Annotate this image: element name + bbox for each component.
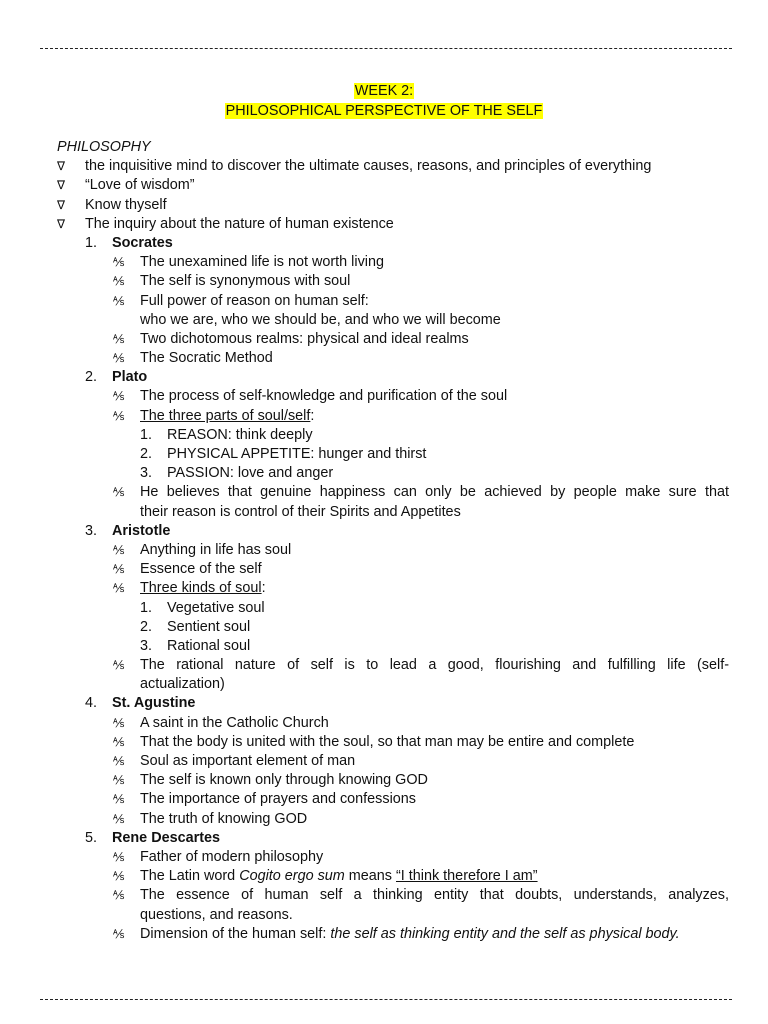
underlined-term: Three kinds of soul — [140, 580, 262, 597]
arrow-bullet-icon: ⅍ — [113, 926, 125, 941]
arrow-bullet-icon: ⅍ — [113, 888, 125, 903]
text-run: The Latin word — [140, 868, 240, 885]
arrow-bullet-icon: ⅍ — [113, 792, 125, 807]
philosopher-number: 1. — [85, 234, 98, 251]
numbered-marker: 1. — [140, 426, 153, 443]
list-item: The self is synonymous with soul — [140, 273, 351, 290]
numbered-item: Rational soul — [167, 637, 251, 654]
bullet-icon: ∇ — [57, 178, 66, 193]
list-item: The truth of knowing GOD — [140, 810, 308, 827]
philosopher-name: Aristotle — [112, 522, 171, 539]
philosopher-name: Plato — [112, 369, 148, 386]
list-item — [140, 579, 266, 598]
document-header — [0, 82, 768, 121]
philosopher-number: 3. — [85, 522, 98, 539]
list-item-continuation: their reason is control of their Spirits and Appetites — [140, 503, 461, 520]
arrow-bullet-icon: ⅍ — [113, 542, 125, 557]
philosopher-name: Rene Descartes — [112, 829, 220, 846]
document-title: PHILOSOPHICAL PERSPECTIVE OF THE SELF — [225, 102, 543, 119]
text-run: means — [344, 868, 396, 885]
arrow-bullet-icon: ⅍ — [113, 849, 125, 864]
bullet-icon: ∇ — [57, 159, 66, 174]
page-top-divider — [40, 48, 732, 49]
list-item: the inquisitive mind to discover the ultimate causes, reasons, and principles of everything — [85, 158, 652, 175]
arrow-bullet-icon: ⅍ — [113, 715, 125, 730]
punctuation: : — [261, 580, 266, 597]
arrow-bullet-icon: ⅍ — [113, 658, 125, 673]
list-item: The rational nature of self is to lead a good, flourishing and fulfilling life (self- — [140, 657, 729, 674]
philosopher-number: 5. — [85, 829, 98, 846]
numbered-marker: 2. — [140, 446, 153, 462]
arrow-bullet-icon: ⅍ — [113, 811, 125, 826]
latin-phrase: Cogito ergo sum — [239, 868, 345, 885]
list-item: Essence of the self — [140, 561, 262, 578]
quote: “I think therefore I am” — [396, 868, 538, 885]
arrow-bullet-icon: ⅍ — [113, 869, 125, 884]
arrow-bullet-icon: ⅍ — [113, 562, 125, 577]
philosopher-number: 4. — [85, 695, 98, 712]
italic-phrase: the self as thinking entity and the self as physical body. — [330, 925, 680, 942]
list-item: Soul as important element of man — [140, 753, 356, 769]
list-item: The importance of prayers and confessions — [140, 791, 416, 808]
arrow-bullet-icon: ⅍ — [113, 754, 125, 768]
arrow-bullet-icon: ⅍ — [113, 389, 125, 404]
arrow-bullet-icon: ⅍ — [113, 408, 125, 423]
page-bottom-divider — [40, 999, 732, 1000]
list-item: Know thyself — [85, 196, 167, 213]
list-item: The process of self-knowledge and purification of the soul — [140, 388, 508, 405]
arrow-bullet-icon: ⅍ — [113, 293, 125, 308]
numbered-marker: 3. — [140, 637, 153, 654]
list-item-continuation: who we are, who we should be, and who we will become — [140, 311, 501, 328]
list-item: The self is known only through knowing GOD — [140, 772, 428, 789]
section-heading: PHILOSOPHY — [57, 139, 151, 155]
punctuation: : — [310, 407, 315, 424]
numbered-marker: 1. — [140, 599, 153, 616]
numbered-item: Vegetative soul — [167, 599, 265, 616]
list-item: Full power of reason on human self: — [140, 292, 369, 309]
arrow-bullet-icon: ⅍ — [113, 734, 125, 749]
list-item: The inquiry about the nature of human existence — [85, 215, 394, 232]
numbered-item: Sentient soul — [167, 618, 251, 635]
week-label: WEEK 2: — [354, 83, 414, 99]
list-item: Two dichotomous realms: physical and ideal realms — [140, 330, 469, 347]
list-item: That the body is united with the soul, so that man may be entire and complete — [140, 733, 635, 750]
list-item: The essence of human self a thinking entity that doubts, understands, analyzes, — [140, 887, 729, 904]
numbered-marker: 3. — [140, 465, 153, 482]
list-item — [140, 867, 538, 886]
arrow-bullet-icon: ⅍ — [113, 351, 125, 366]
numbered-marker: 2. — [140, 618, 153, 635]
philosopher-name: St. Agustine — [112, 695, 196, 712]
bullet-icon: ∇ — [57, 197, 66, 212]
list-item: A saint in the Catholic Church — [140, 714, 329, 731]
philosopher-name: Socrates — [112, 234, 173, 251]
arrow-bullet-icon: ⅍ — [113, 274, 125, 289]
arrow-bullet-icon: ⅍ — [113, 485, 125, 500]
arrow-bullet-icon: ⅍ — [113, 581, 125, 596]
list-item: He believes that genuine happiness can only be achieved by people make sure that — [140, 484, 729, 501]
underlined-term: The three parts of soul/self — [140, 407, 311, 424]
numbered-item: PHYSICAL APPETITE: hunger and thirst — [167, 446, 427, 462]
list-item: Anything in life has soul — [140, 541, 292, 558]
document-body — [0, 138, 768, 944]
philosopher-number: 2. — [85, 369, 98, 386]
list-item-continuation: actualization) — [140, 676, 225, 693]
arrow-bullet-icon: ⅍ — [113, 773, 125, 788]
numbered-item: PASSION: love and anger — [167, 465, 334, 482]
list-item-continuation: questions, and reasons. — [140, 906, 293, 923]
bullet-icon: ∇ — [57, 216, 66, 231]
list-item: The unexamined life is not worth living — [140, 254, 384, 271]
list-item: Father of modern philosophy — [140, 848, 324, 865]
list-item: The Socratic Method — [140, 350, 273, 367]
arrow-bullet-icon: ⅍ — [113, 255, 125, 270]
list-item — [140, 407, 314, 426]
list-item: “Love of wisdom” — [85, 177, 195, 194]
numbered-item: REASON: think deeply — [167, 426, 313, 443]
arrow-bullet-icon: ⅍ — [113, 331, 125, 346]
list-item — [140, 925, 680, 944]
text-run: Dimension of the human self: — [140, 925, 331, 942]
